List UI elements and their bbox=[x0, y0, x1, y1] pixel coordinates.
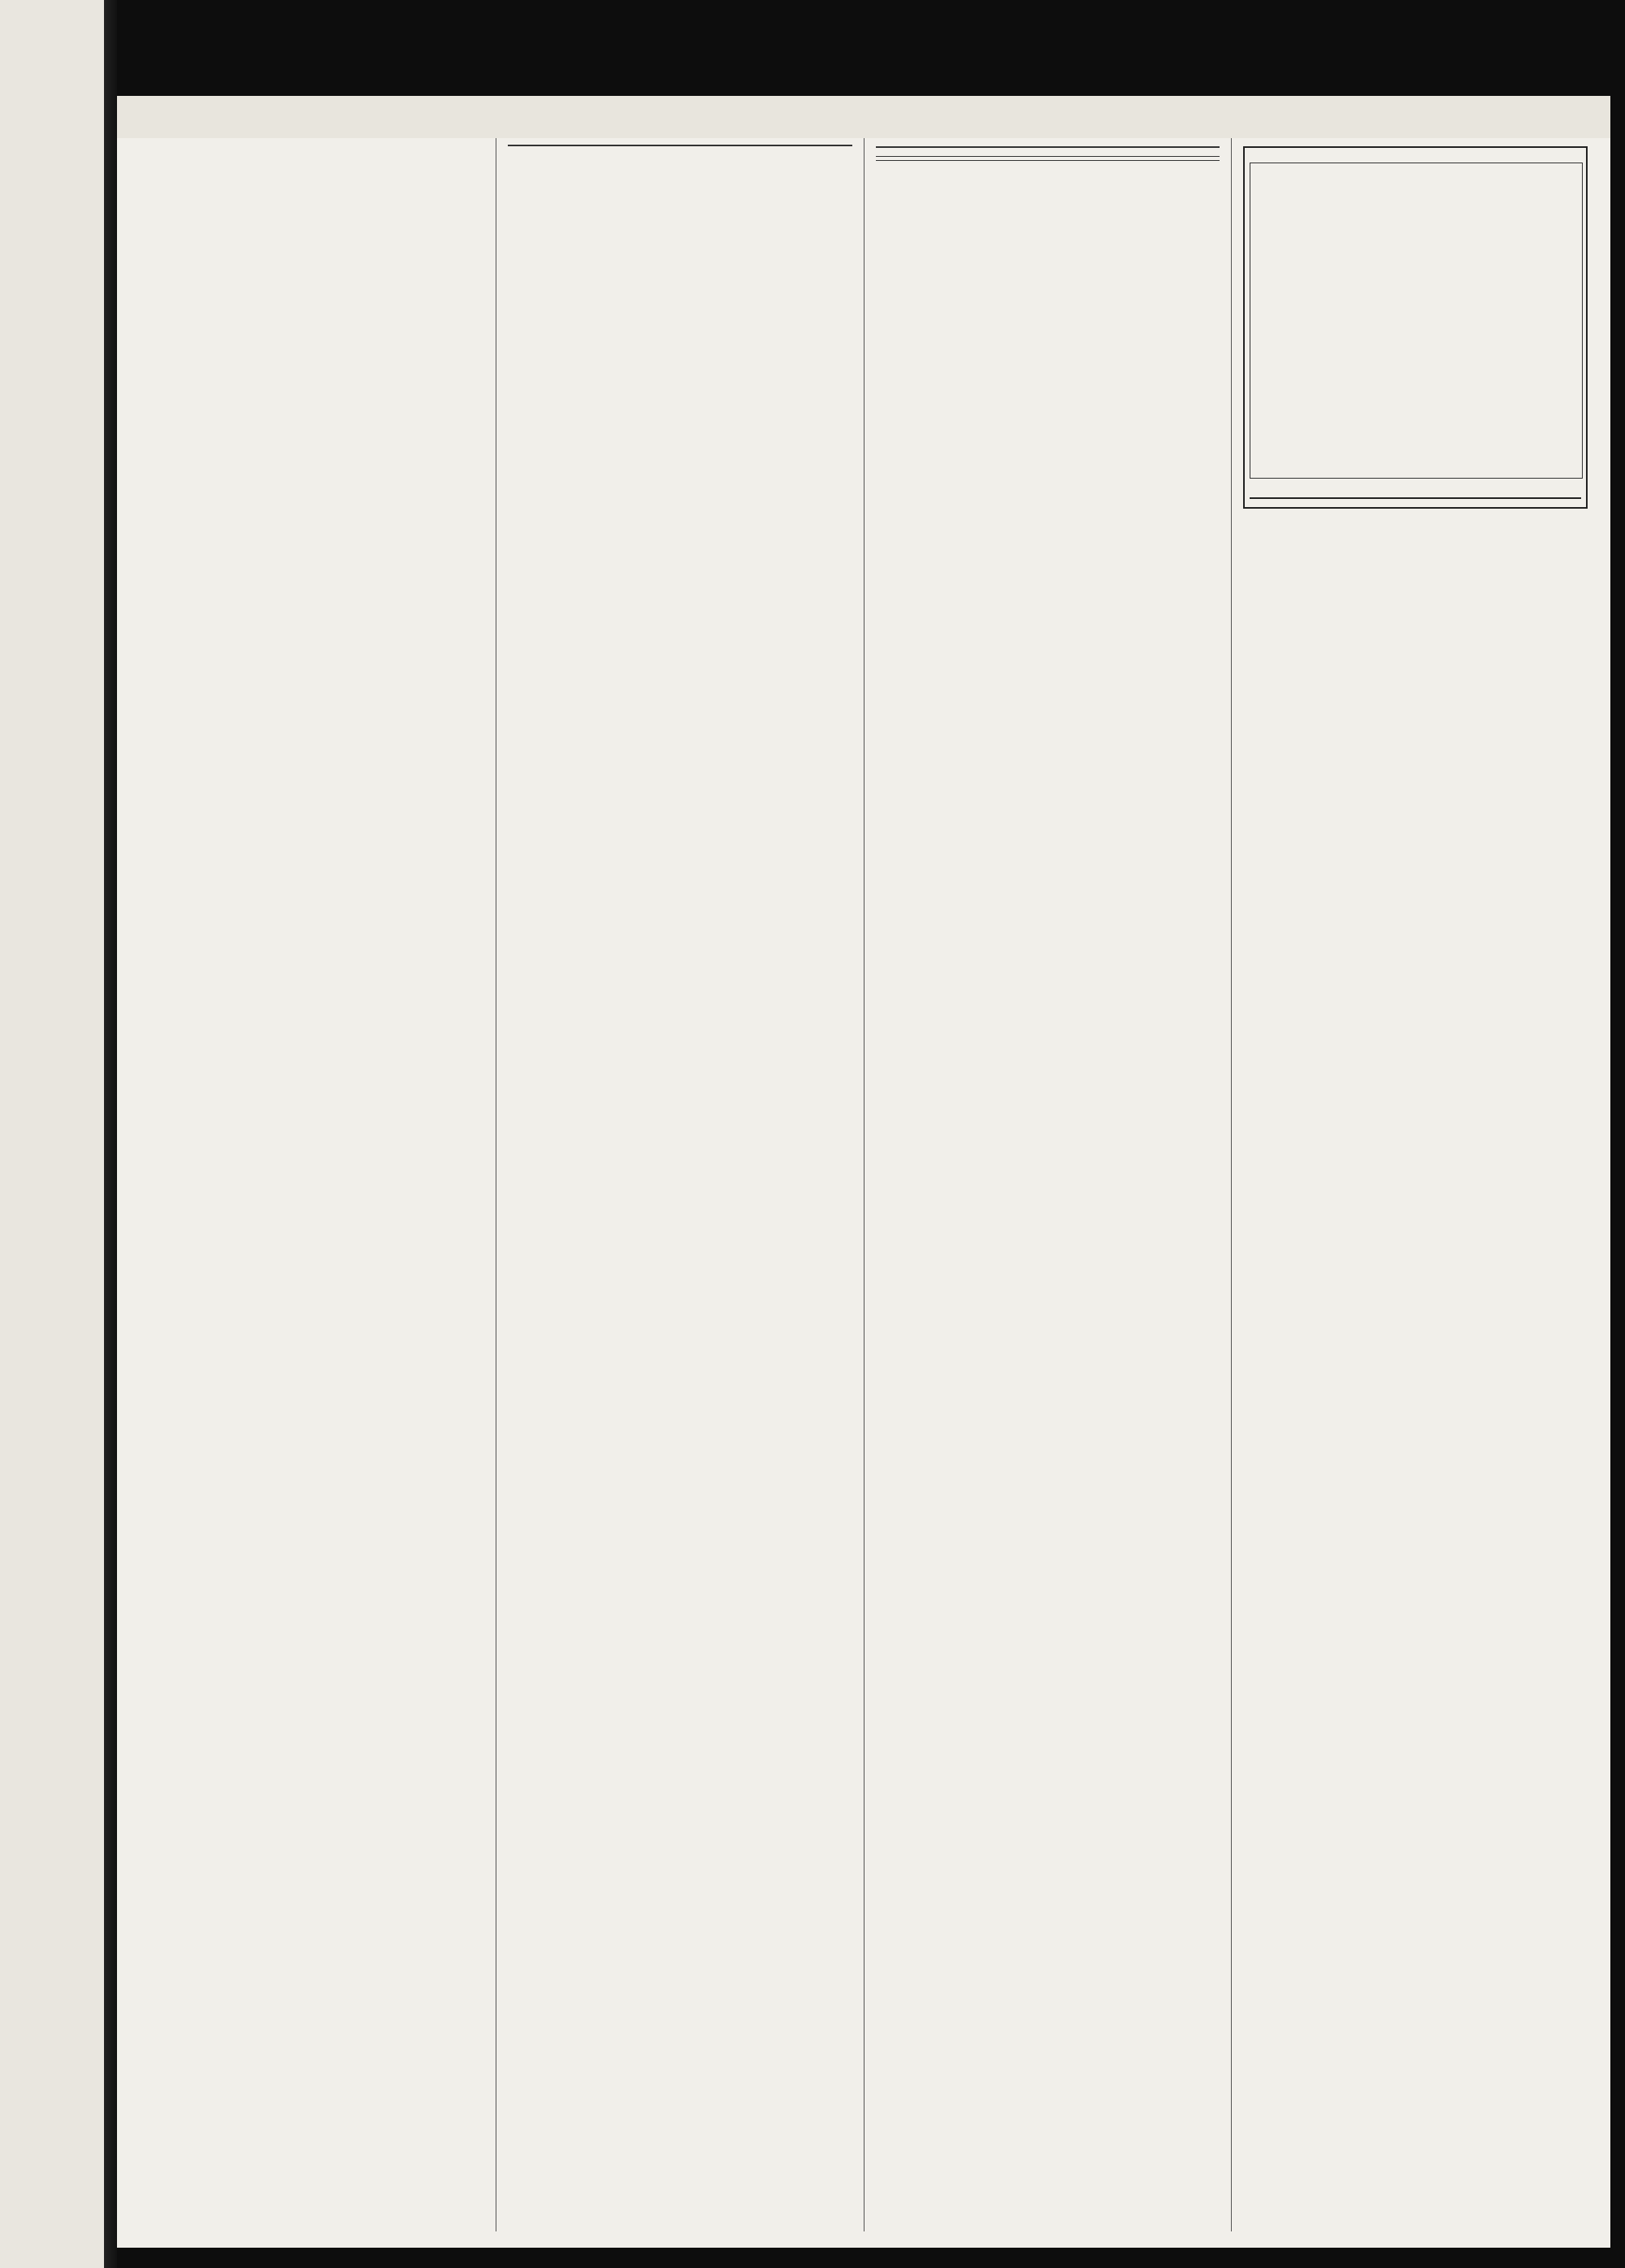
page-gutter bbox=[104, 0, 117, 2268]
divider bbox=[876, 146, 1220, 148]
previous-page-edge bbox=[0, 0, 104, 2268]
header-strip bbox=[117, 96, 1610, 138]
sanatorium-title bbox=[1250, 497, 1581, 502]
column-1 bbox=[140, 138, 484, 2231]
barometer-chart bbox=[1250, 163, 1583, 479]
newspaper-page bbox=[117, 96, 1610, 2248]
editorial-box bbox=[876, 156, 1220, 161]
column-2 bbox=[508, 138, 852, 2231]
weather-station-box bbox=[1243, 146, 1588, 509]
column-4 bbox=[1243, 138, 1588, 2231]
column-divider bbox=[1231, 138, 1232, 2231]
column-3 bbox=[876, 138, 1220, 2231]
divider bbox=[508, 145, 852, 146]
